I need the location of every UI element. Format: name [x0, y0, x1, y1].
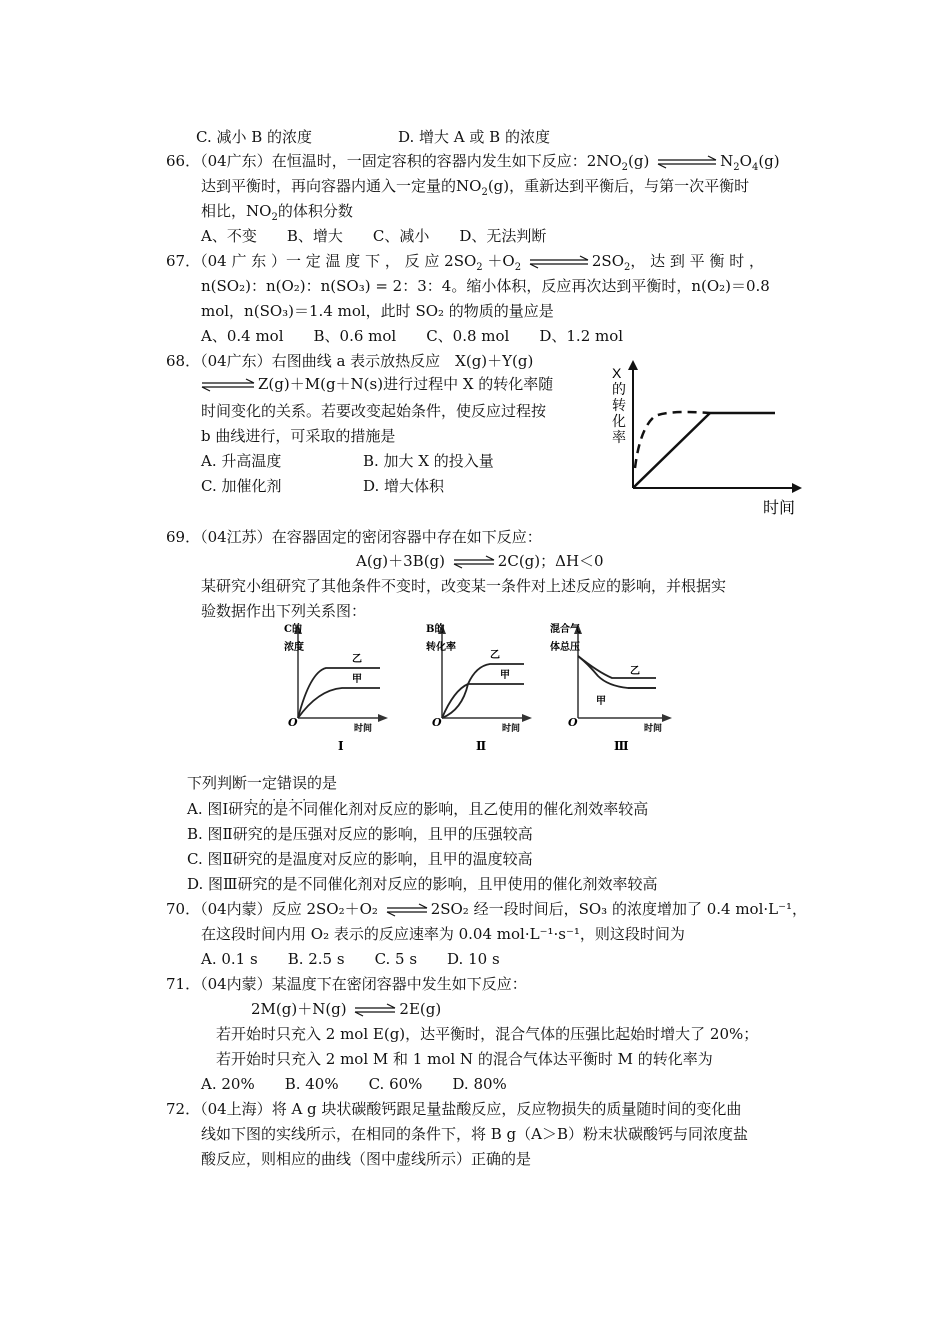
q71-number: 71．: [166, 975, 201, 993]
q67-source: （04 广 东 ）: [200, 252, 286, 270]
q71-equation: 2M(g)＋N(g) 2E(g): [251, 1000, 442, 1018]
q69-source: （04江苏）: [200, 528, 272, 546]
y-label-5: 率: [612, 429, 626, 445]
q71-line2: 若开始时只充入 2 mol E(g)，达平衡时，混合气体的压强比起始时增大了 20%；: [216, 1025, 759, 1043]
q69-line2: 某研究小组研究了其他条件不变时，改变某一条件对上述反应的影响，并根据实: [201, 577, 727, 595]
svg-text:甲: 甲: [500, 670, 510, 681]
svg-text:时间: 时间: [354, 724, 373, 734]
svg-text:转化率: 转化率: [426, 642, 456, 653]
q67-line3: mol，n(SO₃)＝1.4 mol，此时 SO₂ 的物质的量应是: [201, 302, 554, 320]
equilibrium-arrow-icon: [200, 378, 256, 392]
q69-equation: A(g)＋3B(g) 2C(g)；ΔH＜0: [356, 552, 604, 570]
q70-source: （04内蒙）: [200, 900, 272, 918]
svg-text:甲: 甲: [596, 696, 606, 707]
q71-line1: 71．（04内蒙）某温度下在密闭容器中发生如下反应：: [166, 975, 527, 993]
q66-line3: 相比，$NO_2$的体积分数: [201, 202, 353, 223]
x-axis-arrow-icon: [378, 714, 388, 722]
y-label-4: 化: [612, 413, 626, 429]
q68-option-d: D. 增大体积: [363, 477, 445, 495]
curve-b-dashed: [635, 412, 710, 468]
q69-option-a: A. 图Ⅰ研究的是不同催化剂对反应的影响，且乙使用的催化剂效率较高: [187, 800, 649, 818]
curve-yi: [442, 664, 524, 718]
y-label-3: 转: [612, 397, 626, 413]
q67-line2: n(SO₂)：n(O₂)：n(SO₃) = 2：3：4。缩小体积，反应再次达到平衡时，n(O₂)＝0.8: [201, 277, 770, 295]
svg-text:浓度: 浓度: [284, 642, 304, 653]
q68-line2: Z(g)＋M(g＋N(s)进行过程中 X 的转化率随: [198, 374, 553, 394]
svg-text:混合气: 混合气: [550, 624, 580, 635]
q69-figure-2: [424, 620, 536, 758]
svg-text:时间: 时间: [644, 724, 663, 734]
q68-option-c: C. 加催化剂: [201, 477, 282, 495]
q71-source: （04内蒙）: [200, 975, 272, 993]
q71-line3: 若开始时只充入 2 mol M 和 1 mol N 的混合气体达平衡时 M 的转化率为: [216, 1050, 713, 1068]
q65-option-c: C. 减小 B 的浓度: [196, 128, 313, 146]
y-label-2: 的: [612, 381, 626, 397]
q66-line2: 达到平衡时，再向容器内通入一定量的$NO_2(g)$，重新达到平衡后，与第一次平衡时: [201, 177, 750, 198]
svg-text:Ⅰ: Ⅰ: [338, 739, 344, 753]
svg-text:乙: 乙: [490, 650, 500, 661]
equilibrium-arrow-icon: [452, 555, 496, 569]
svg-text:O: O: [288, 716, 298, 729]
q69-number: 69．: [166, 528, 201, 546]
q68-conversion-graph: [600, 358, 810, 518]
q66-line1: 66．（04广东）在恒温时，一固定容积的容器内发生如下反应：$2NO_2(g)$ $N_2O_4(g)$: [166, 152, 780, 173]
y-label-1: X: [612, 365, 622, 381]
q68-line4: b 曲线进行，可采取的措施是: [201, 427, 396, 445]
svg-text:乙: 乙: [352, 654, 362, 665]
curve-jia: [298, 688, 380, 718]
q68-line1: 68．（04广东）右图曲线 a 表示放热反应 X(g)＋Y(g): [166, 352, 534, 370]
x-axis-arrow-icon: [792, 483, 802, 493]
q70-options: A. 0.1 s B. 2.5 s C. 5 s D. 10 s: [201, 950, 500, 968]
x-axis-arrow-icon: [662, 714, 672, 722]
svg-text:O: O: [568, 716, 578, 729]
q69-judge: 下列判断一定 · · ·错误 · · ·的是: [187, 773, 337, 793]
equilibrium-arrow-icon: [656, 155, 718, 169]
q72-number: 72．: [166, 1100, 201, 1118]
svg-text:Ⅲ: Ⅲ: [614, 739, 629, 753]
q72-line2: 线如下图的实线所示，在相同的条件下，将 B g（A＞B）粉末状碳酸钙与同浓度盐: [201, 1125, 749, 1143]
q65-option-d: D. 增大 A 或 B 的浓度: [398, 128, 550, 146]
q69-line3: 验数据作出下列关系图：: [201, 602, 367, 620]
q70-number: 70．: [166, 900, 201, 918]
svg-text:C的: C的: [284, 624, 302, 635]
q66-options: A、不变 B、增大 C、减小 D、无法判断: [201, 227, 547, 245]
x-axis-arrow-icon: [522, 714, 532, 722]
q69-figure-3: [548, 620, 678, 758]
q68-option-b: B. 加大 X 的投入量: [363, 452, 494, 470]
q69-line1: 69．（04江苏）在容器固定的密闭容器中存在如下反应：: [166, 528, 542, 546]
svg-text:甲: 甲: [352, 674, 362, 685]
svg-text:时间: 时间: [502, 724, 521, 734]
equilibrium-arrow-icon: [528, 255, 590, 269]
q72-line1: 72．（04上海）将 A g 块状碳酸钙跟足量盐酸反应，反应物损失的质量随时间的变化曲: [166, 1100, 742, 1118]
curve-yi: [298, 668, 380, 718]
svg-text:Ⅱ: Ⅱ: [476, 739, 487, 753]
equilibrium-arrow-icon: [353, 1003, 397, 1017]
q69-option-d: D. 图Ⅲ研究的是不同催化剂对反应的影响，且甲使用的催化剂效率较高: [187, 875, 658, 893]
svg-text:体总压: 体总压: [550, 642, 580, 653]
q68-line3: 时间变化的关系。若要改变起始条件，使反应过程按: [201, 402, 547, 420]
q70-line1: 70．（04内蒙）反应 2SO₂＋O₂ 2SO₂ 经一段时间后，SO₃ 的浓度增加了 0.4 mol·L⁻¹，: [166, 900, 808, 918]
q66-source: （04广东）: [200, 152, 272, 170]
svg-text:B的: B的: [426, 624, 445, 635]
x-label: 时间: [763, 500, 796, 517]
equilibrium-arrow-icon: [385, 903, 429, 917]
q71-options: A. 20% B. 40% C. 60% D. 80%: [201, 1075, 507, 1093]
svg-text:乙: 乙: [630, 666, 640, 677]
q72-line3: 酸反应，则相应的曲线（图中虚线所示）正确的是: [201, 1150, 532, 1168]
q68-option-a: A. 升高温度: [201, 452, 282, 470]
q66-number: 66．: [166, 152, 201, 170]
q68-number: 68．: [166, 352, 201, 370]
svg-text:O: O: [432, 716, 442, 729]
q67-options: A、0.4 mol B、0.6 mol C、0.8 mol D、1.2 mol: [201, 327, 624, 345]
q67-number: 67．: [166, 252, 201, 270]
q68-source: （04广东）: [200, 352, 272, 370]
curve-jia: [578, 656, 656, 688]
y-axis-arrow-icon: [628, 360, 638, 370]
curve-jia: [442, 684, 524, 718]
q69-figure-1: [282, 620, 392, 758]
q69-option-c: C. 图Ⅱ研究的是温度对反应的影响，且甲的温度较高: [187, 850, 533, 868]
curve-a-line: [633, 413, 710, 488]
q67-line1: 67．（04 广 东 ）一 定 温 度 下 ， 反 应 $2SO_2 +O_2$ $2SO_2$， 达 到 平 衡 时 ，: [166, 252, 764, 273]
q70-line2: 在这段时间内用 O₂ 表示的反应速率为 0.04 mol·L⁻¹·s⁻¹，则这段时间为: [201, 925, 685, 943]
q72-source: （04上海）: [200, 1100, 272, 1118]
q69-option-b: B. 图Ⅱ研究的是压强对反应的影响，且甲的压强较高: [187, 825, 533, 843]
